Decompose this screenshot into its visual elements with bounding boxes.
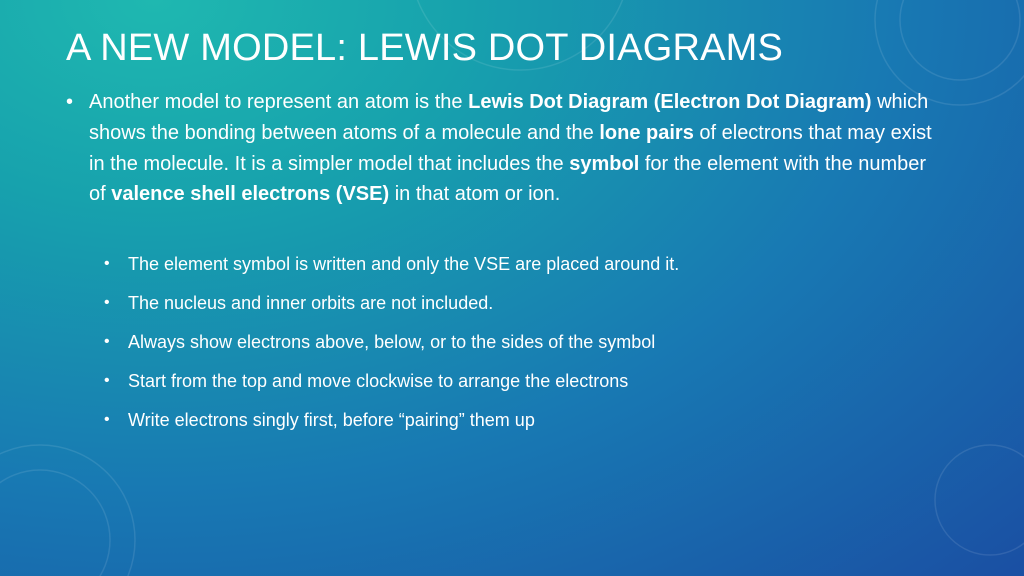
sub-bullet-text: Always show electrons above, below, or to the sides of the symbol [128,332,656,352]
main-bullet-mark: • [66,91,74,113]
slide-title: A NEW MODEL: LEWIS DOT DIAGRAMS [66,27,784,69]
sub-bullet-item [104,250,984,289]
sub-bullet-text: The element symbol is written and only the VSE are placed around it. [128,254,680,274]
main-bullet-text [89,87,946,210]
bold-term: symbol [569,152,640,175]
text-segment: which shows the bonding between atoms of a molecule and the [89,91,929,144]
sub-bullet-mark: • [104,372,110,389]
bold-term: Lewis Dot Diagram (Electron Dot Diagram) [468,91,872,113]
sub-bullet-mark: • [104,255,110,272]
text-segment: Another model to represent an atom is the [89,91,469,113]
sub-bullet-item [104,289,984,328]
sub-bullet-text: Write electrons singly first, before “pairing” them up [128,410,535,430]
bold-term: lone pairs [599,121,694,144]
sub-bullet-item [104,328,984,367]
text-segment: for the element with the number of [89,152,927,206]
text-segment: of electrons that may exist in the molecule. It is a simpler model that includes the [89,121,932,175]
sub-bullet-text: The nucleus and inner orbits are not included. [128,293,494,313]
sub-bullet-item [104,367,984,406]
sub-bullet-mark: • [104,411,110,428]
sub-bullet-item [104,406,984,445]
sub-bullet-mark: • [104,333,110,350]
text-segment: in that atom or ion. [389,183,561,206]
sub-bullet-list [104,250,984,445]
main-bullet [66,87,946,210]
sub-bullet-text: Start from the top and move clockwise to arrange the electrons [128,371,629,391]
sub-bullet-mark: • [104,294,110,311]
bold-term: valence shell electrons (VSE) [111,183,390,206]
